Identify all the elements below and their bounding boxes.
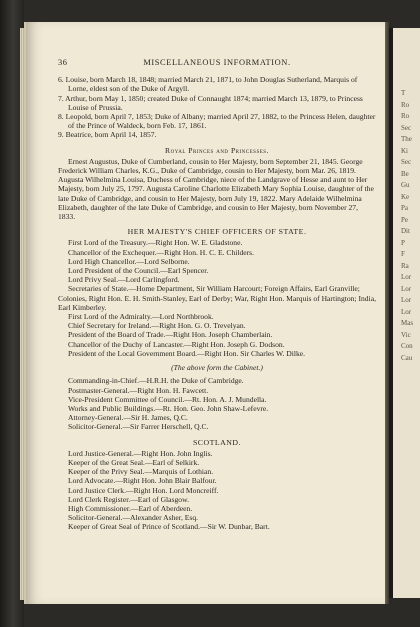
cabinet-note: (The above form the Cabinet.) xyxy=(171,363,263,373)
scotland-line: Keeper of the Privy Seal.—Marquis of Lothian. xyxy=(68,467,214,477)
other-officer-line: Vice-President Committee of Council.—Rt. Hon. A. J. Mundella. xyxy=(68,394,267,404)
adjacent-page-fragment: Ra xyxy=(401,261,409,270)
officer-line: President of the Board of Trade.—Right Hon. Joseph Chamberlain. xyxy=(68,330,273,340)
page-content xyxy=(58,58,376,532)
adjacent-page-fragment: Ke xyxy=(401,192,410,201)
adjacent-page-fragment: Vic xyxy=(401,330,411,339)
other-officer-line: Solicitor-General.—Sir Farrer Herschell, Q.C. xyxy=(68,422,209,432)
adjacent-page-fragment: P xyxy=(401,238,405,247)
other-officer-line: Attorney-General.—Sir H. James, Q.C. xyxy=(68,413,188,423)
scotland-line: High Commissioner.—Earl of Aberdeen. xyxy=(68,503,193,513)
adjacent-page-fragment: The xyxy=(401,135,412,143)
adjacent-page-fragment: Ro xyxy=(401,112,410,120)
royal-princes-text: Ernest Augustus, Duke of Cumberland, cousin to Her Majesty, born September 21, 1845. George Frederick William Charles, K.G., Duke of Cambridge, cousin to Her Majesty, born Mar. 26, 1819. Augusta Wilhelmina Louisa, Duchess of Cambridge, niece of the Landgrave of Hesse and aunt to Her Majesty, born July 25, 1797. Augusta Caroline Charlotte Elizabeth Mary Sophia Louise, daughter of the late Duke of Cambridge, and cousin to Her Majesty, born July 19, 1822. Mary Adelaide Wilhelmina Elizabeth, daughter of the late Duke of Cambridge, and cousin to Her Majesty, born November 27, 1833. xyxy=(58,156,374,222)
royal-child-entry: 6. Louise, born March 18, 1848; married March 21, 1871, to John Douglas Sutherland, Marquis of Lorne, eldest son of the Duke of Argyll. xyxy=(58,75,358,94)
officers-heading: HER MAJESTY'S CHIEF OFFICERS OF STATE. xyxy=(127,227,307,237)
adjacent-page-fragment: Pe xyxy=(401,215,408,224)
adjacent-page xyxy=(389,28,420,598)
officer-line: Chancellor of the Exchequer.—Right Hon. H. C. E. Childers. xyxy=(68,247,255,257)
adjacent-page-fragments xyxy=(401,88,420,364)
officer-line: First Lord of the Admiralty.—Lord Northbrook. xyxy=(68,312,214,322)
adjacent-page-fragment: Sec xyxy=(401,123,412,132)
adjacent-page-fragment: T xyxy=(401,89,406,97)
adjacent-page-fragment: Ro xyxy=(401,100,410,109)
adjacent-page-fragment: Lor xyxy=(401,284,412,293)
officer-line: Lord Privy Seal.—Lord Carlingford. xyxy=(68,275,180,285)
adjacent-page-fragment: Gu xyxy=(401,181,410,189)
officer-line: Chancellor of the Duchy of Lancaster.—Right Hon. Joseph G. Dodson. xyxy=(68,339,285,349)
page-header xyxy=(58,58,376,67)
scotland-line: Lord Advocate.—Right Hon. John Blair Balfour. xyxy=(68,476,217,486)
scotland-line: Solicitor-General.—Alexander Asher, Esq. xyxy=(68,513,199,523)
running-title: MISCELLANEOUS INFORMATION. xyxy=(143,58,291,67)
adjacent-page-fragment: Sec xyxy=(401,158,412,166)
other-officer-line: Postmaster-General.—Right Hon. H. Fawcett. xyxy=(68,385,209,395)
officer-line: Secretaries of State.—Home Department, Sir William Harcourt; Foreign Affairs, Earl Granville; Colonies, Right Hon. E. H. Smith-Stanley, Earl of Derby; War, Right Hon. Marquis of Hartington; India, Earl Kimberley. xyxy=(58,284,376,312)
adjacent-page-fragment: Mas xyxy=(401,319,414,327)
royal-child-entry: 9. Beatrice, born April 14, 1857. xyxy=(58,130,157,140)
scotland-line: Lord Clerk Register.—Earl of Glasgow. xyxy=(68,494,189,504)
scotland-line: Lord Justice Clerk.—Right Hon. Lord Moncreiff. xyxy=(68,485,219,495)
adjacent-page-fragment: F xyxy=(401,250,405,258)
scotland-line: Keeper of the Great Seal.—Earl of Selkirk. xyxy=(68,457,200,467)
officer-line: Chief Secretary for Ireland.—Right Hon. G. O. Trevelyan. xyxy=(68,321,246,331)
other-officer-line: Commanding-in-Chief.—H.R.H. the Duke of Cambridge. xyxy=(68,376,244,386)
page-number: 36 xyxy=(58,58,68,67)
adjacent-page-fragment: Cau xyxy=(401,353,413,362)
officer-line: First Lord of the Treasury.—Right Hon. W. E. Gladstone. xyxy=(68,238,243,248)
scotland-line: Keeper of Great Seal of Prince of Scotland.—Sir W. Dunbar, Bart. xyxy=(68,522,270,532)
adjacent-page-fragment: Be xyxy=(401,169,409,178)
adjacent-page-fragment: Lor xyxy=(401,273,412,281)
other-officer-line: Works and Public Buildings.—Rt. Hon. Geo. John Shaw-Lefevre. xyxy=(68,403,269,413)
adjacent-page-fragment: Pa xyxy=(401,204,408,212)
adjacent-page-fragment: Dit xyxy=(401,227,410,235)
officer-line: Lord High Chancellor.—Lord Selborne. xyxy=(68,256,190,266)
officer-line: President of the Local Government Board.—Right Hon. Sir Charles W. Dilke. xyxy=(68,348,306,358)
scotland-heading: SCOTLAND. xyxy=(192,437,242,447)
adjacent-page-fragment: Lor xyxy=(401,307,412,316)
adjacent-page-fragment: Lor xyxy=(401,296,412,304)
officer-line: Lord President of the Council.—Earl Spencer. xyxy=(68,266,209,276)
scotland-line: Lord Justice-General.—Right Hon. John Inglis. xyxy=(68,448,213,458)
book-page xyxy=(24,22,390,604)
royal-child-entry: 8. Leopold, born April 7, 1853; Duke of Albany; married April 27, 1882, to the Princess Helen, daughter of the Prince of Waldeck, born Feb. 17, 1861. xyxy=(58,112,376,131)
royal-child-entry: 7. Arthur, born May 1, 1850; created Duke of Connaught 1874; married March 13, 1879, to Princess Louise of Prussia. xyxy=(58,93,363,112)
adjacent-page-fragment: Con xyxy=(401,342,413,350)
adjacent-page-fragment: Ki xyxy=(401,146,408,155)
royal-princes-heading: Royal Princes and Princesses. xyxy=(165,145,269,155)
